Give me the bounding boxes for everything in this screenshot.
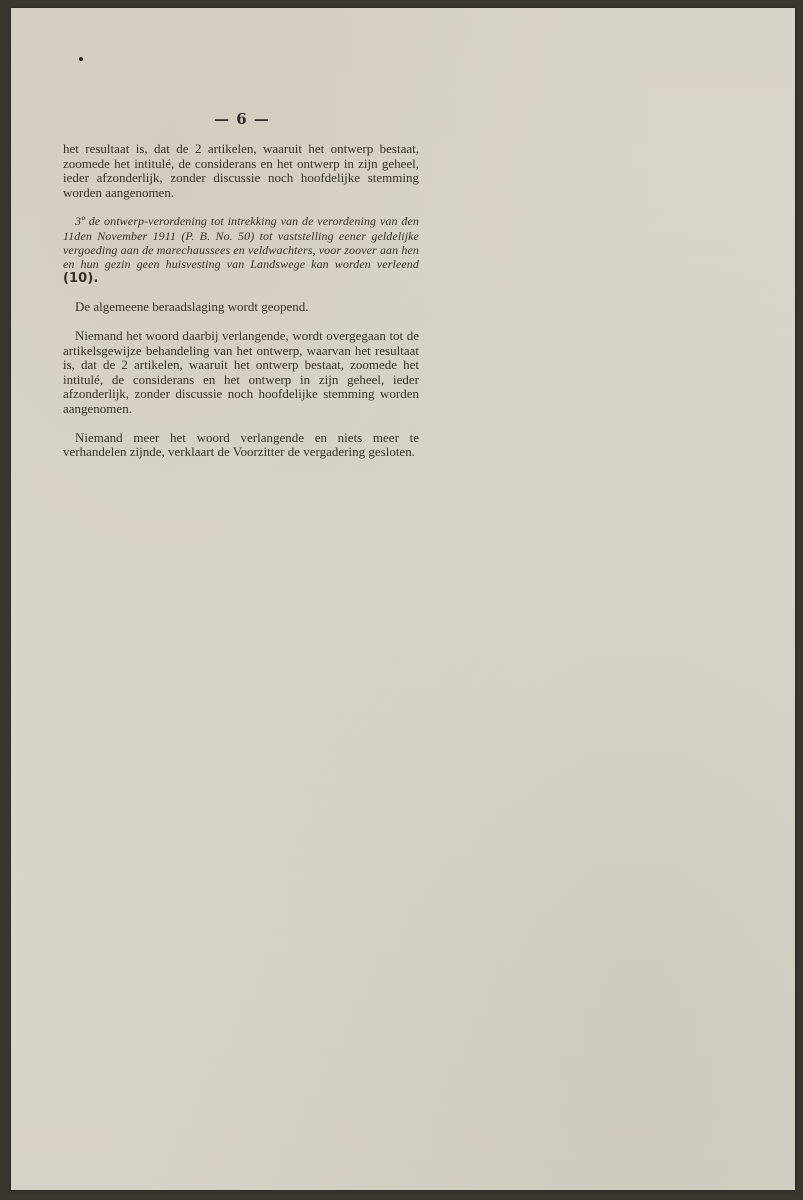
agenda-item-3-reference: (10).	[63, 271, 99, 287]
agenda-item-3-text: 3º de ontwerp-verordening tot intrekking van de verordening van den 11den November 1911 (P. B. No. 50) tot vaststelling eener geldelijke vergoeding aan de marechaussees en veldwachters, voor zoover aan hen en hun gezin geen huisvesting van Landswege kan worden verleend	[63, 214, 419, 271]
paragraph-general-deliberation: De algemeene beraadslaging wordt geopend.	[75, 299, 309, 315]
ink-speck	[79, 57, 83, 61]
paragraph-agenda-item-3	[63, 214, 419, 286]
paragraph-meeting-closed: Niemand meer het woord verlangende en niets meer te verhandelen zijnde, verklaart de Voorzitter de vergadering gesloten.	[63, 429, 419, 460]
paragraph-result-continued: het resultaat is, dat de 2 artikelen, waaruit het ontwerp bestaat, zoomede het intitulé, de considerans en het ontwerp in zijn geheel, ieder afzonderlijk, zonder discussie noch hoofdelijke stemming worden aangenomen.	[63, 141, 419, 200]
paragraph-article-treatment: Niemand het woord daarbij verlangende, wordt overgegaan tot de artikelsgewijze behandeling van het ontwerp, waarvan het resultaat is, dat de 2 artikelen, waaruit het ontwerp bestaat, zoomede het intitulé, de considerans en het ontwerp in zijn geheel, ieder afzonderlijk, zonder discussie noch hoofdelijke stemming worden aangenomen.	[63, 327, 419, 416]
text-column	[63, 142, 419, 474]
page-number: — 6 —	[214, 110, 270, 128]
paper-sheet	[11, 8, 795, 1190]
